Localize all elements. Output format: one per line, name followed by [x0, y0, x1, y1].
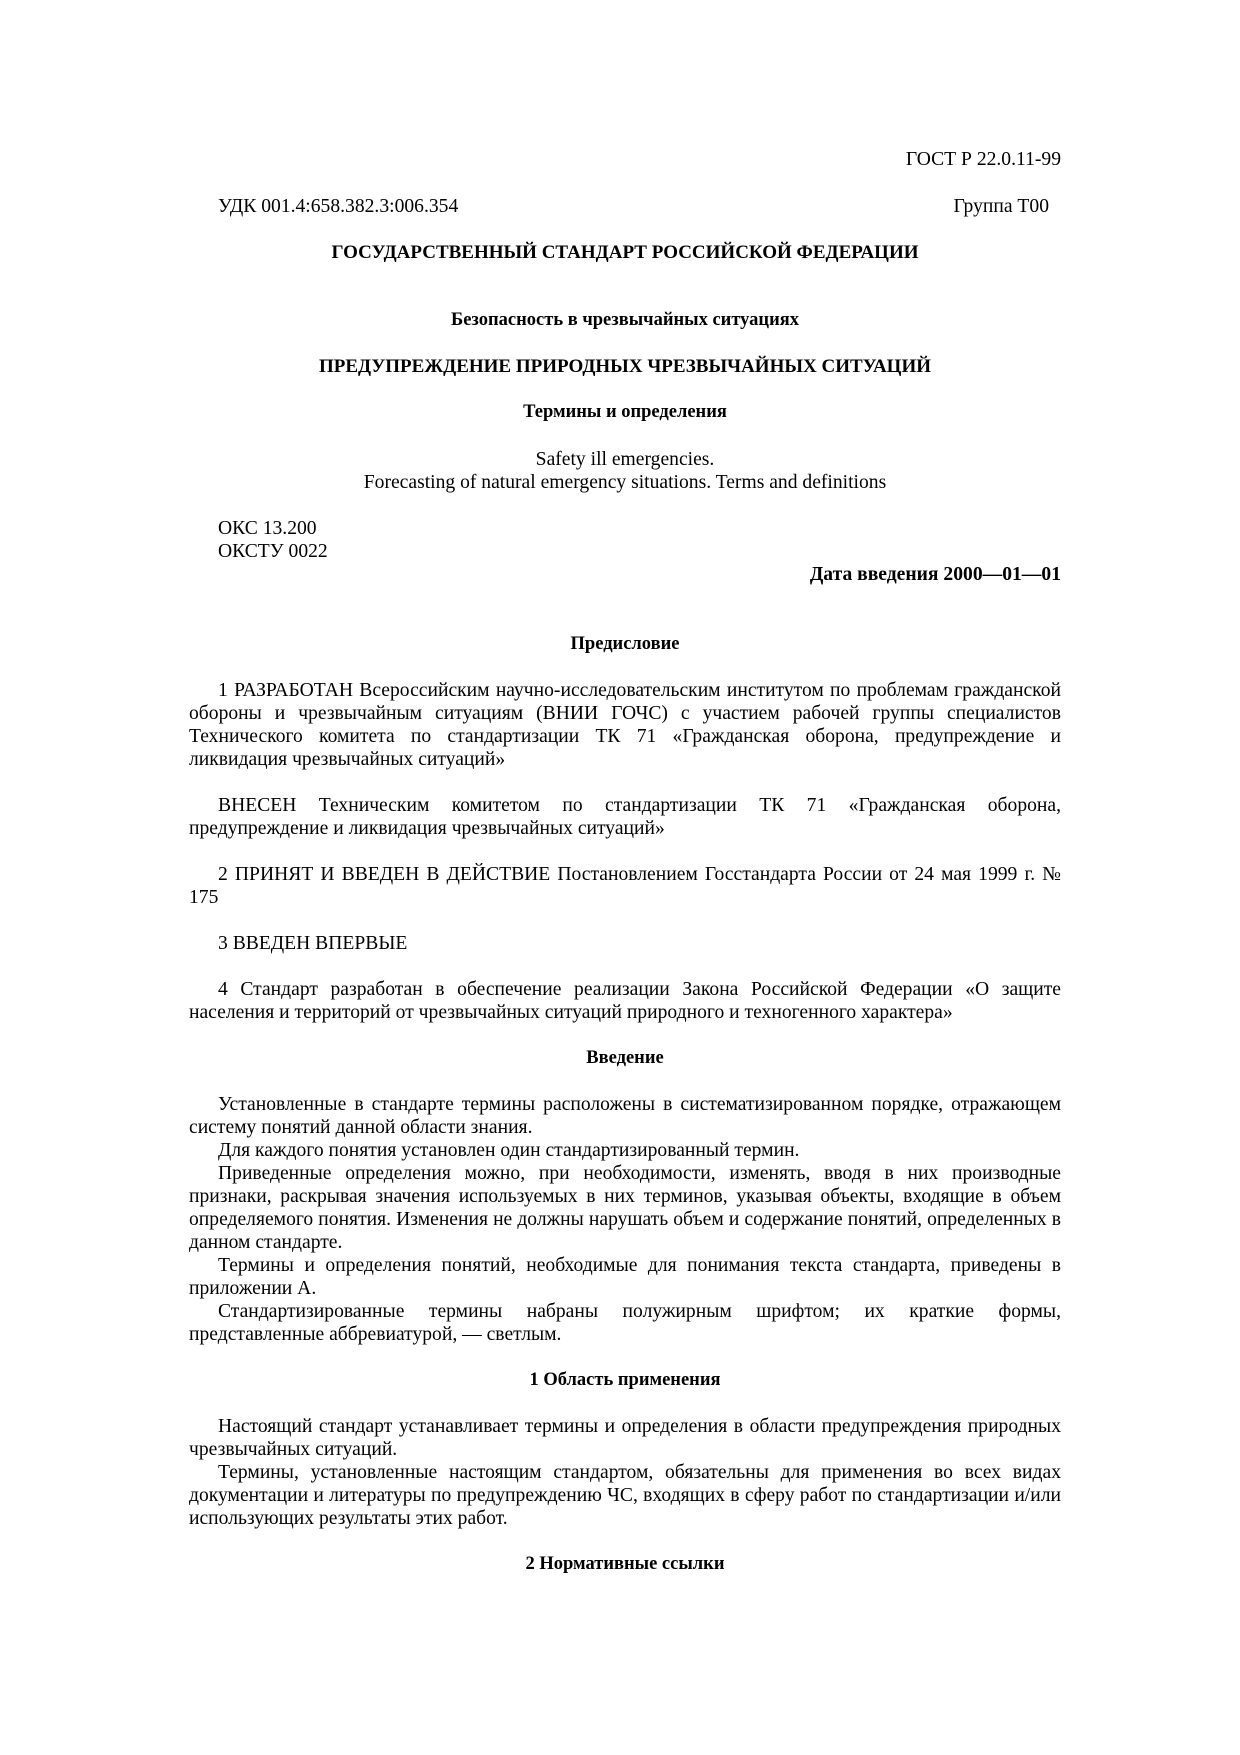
intro-paragraph-2: Для каждого понятия установлен один стандартизированный термин.: [218, 1140, 800, 1161]
okstu-code: ОКСТУ 0022: [218, 541, 328, 562]
series-title: Безопасность в чрезвычайных ситуациях: [450, 310, 800, 330]
intro-paragraph-1: Установленные в стандарте термины расположены в систематизированном порядке, отражающем систему понятий данной области знания.: [189, 1094, 1061, 1138]
oks-code: ОКС 13.200: [218, 518, 317, 539]
scope-paragraph-1: Настоящий стандарт устанавливает термины и определения в области предупреждения природных чрезвычайных ситуаций.: [189, 1416, 1061, 1460]
foreword-paragraph-2: ВНЕСЕН Техническим комитетом по стандартизации ТК 71 «Гражданская оборона, предупреждение и ликвидация чрезвычайных ситуаций»: [189, 795, 1061, 839]
foreword-paragraph-3: 2 ПРИНЯТ И ВВЕДЕН В ДЕЙСТВИЕ Постановлением Госстандарта России от 24 мая 1999 г. № 175: [189, 864, 1061, 908]
foreword-paragraph-1: 1 РАЗРАБОТАН Всероссийским научно-исследовательским институтом по проблемам гражданской обороны и чрезвычайным ситуациям (ВНИИ ГОЧС) с участием рабочей группы специалистов Технического комитета по стандартизации ТК 71 «Гражданская оборона, предупреждение и ликвидация чрезвычайных ситуаций»: [189, 680, 1061, 770]
scope-heading: 1 Область применения: [529, 1370, 721, 1390]
intro-paragraph-3: Приведенные определения можно, при необходимости, изменять, вводя в них производные признаки, раскрывая значения используемых в них терминов, указывая объекты, входящие в объем определяемого понятия. Изменения не должны нарушать объем и содержание понятий, определенных в данном стандарте.: [189, 1163, 1061, 1253]
foreword-paragraph-4: 3 ВВЕДЕН ВПЕРВЫЕ: [218, 933, 408, 954]
group-code: Группа Т00: [953, 196, 1049, 217]
intro-heading: Введение: [586, 1048, 664, 1068]
foreword-paragraph-5: 4 Стандарт разработан в обеспечение реализации Закона Российской Федерации «О защите населения и территорий от чрезвычайных ситуаций природного и техногенного характера»: [189, 979, 1061, 1023]
intro-paragraph-4: Термины и определения понятий, необходимые для понимания текста стандарта, приведены в приложении А.: [189, 1255, 1061, 1299]
effective-date: Дата введения 2000—01—01: [809, 564, 1061, 585]
subtitle: Термины и определения: [523, 402, 727, 422]
english-title-line1: Safety ill emergencies.: [535, 449, 715, 470]
main-title: ПРЕДУПРЕЖДЕНИЕ ПРИРОДНЫХ ЧРЕЗВЫЧАЙНЫХ СИТУАЦИЙ: [318, 356, 932, 377]
udk-code: УДК 001.4:658.382.3:006.354: [218, 196, 459, 217]
intro-body: [189, 1093, 1061, 1346]
references-heading: 2 Нормативные ссылки: [525, 1554, 725, 1574]
intro-paragraph-5: Стандартизированные термины набраны полужирным шрифтом; их краткие формы, представленные аббревиатурой, — светлым.: [189, 1301, 1061, 1345]
org-title: ГОСУДАРСТВЕННЫЙ СТАНДАРТ РОССИЙСКОЙ ФЕДЕРАЦИИ: [331, 242, 919, 263]
standard-designation: ГОСТ Р 22.0.11-99: [905, 149, 1061, 170]
scope-paragraph-2: Термины, установленные настоящим стандартом, обязательны для применения во всех видах документации и литературы по предупреждению ЧС, входящих в сферу работ по стандартизации и/или использующих результаты этих работ.: [189, 1462, 1061, 1529]
foreword-heading: Предисловие: [570, 634, 680, 654]
english-title-line2: Forecasting of natural emergency situations. Terms and definitions: [363, 472, 887, 493]
scope-body: [189, 1415, 1061, 1530]
